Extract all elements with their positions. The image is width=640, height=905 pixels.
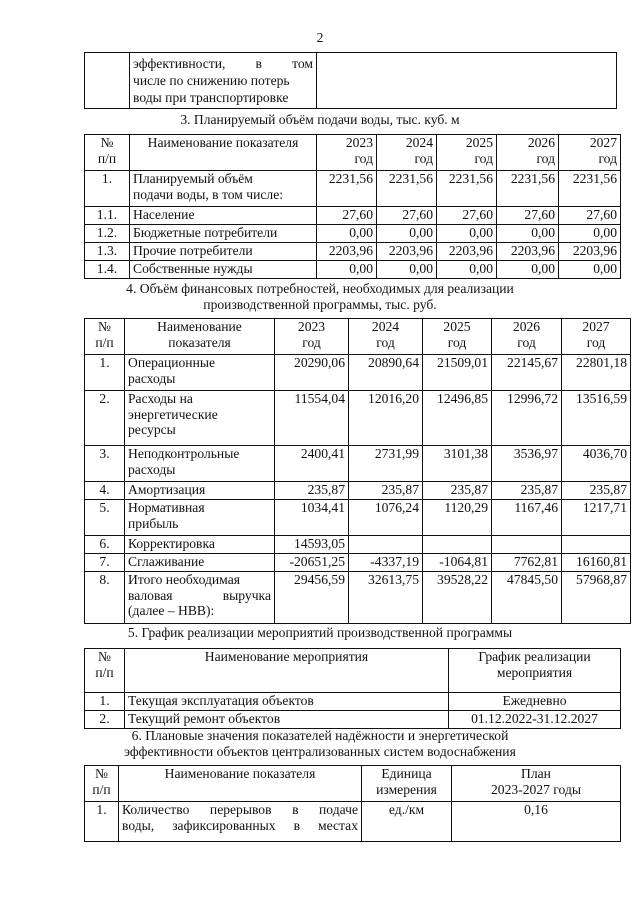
row-number: 7. — [85, 554, 125, 572]
value-cell: 27,60 — [559, 207, 621, 225]
year-header: 2025 — [465, 135, 493, 150]
row-number: 1. — [85, 693, 125, 711]
plan-cell: 0,16 — [452, 802, 621, 842]
table-row — [85, 225, 621, 243]
value-cell: 1120,29 — [423, 500, 492, 536]
value-cell: -20651,25 — [275, 554, 349, 572]
section6-table — [84, 765, 621, 842]
unit-header: измерения — [376, 781, 437, 797]
table-row — [85, 572, 631, 624]
value-cell: 0,00 — [559, 261, 621, 279]
row-name: Бюджетные потребители — [130, 225, 317, 243]
value-cell: 27,60 — [497, 207, 559, 225]
row-number: 1.4. — [85, 261, 130, 279]
value-cell: 0,00 — [377, 225, 437, 243]
year-header: 2026 — [527, 135, 555, 150]
value-cell: 7762,81 — [492, 554, 562, 572]
value-cell: 20290,06 — [275, 355, 349, 391]
section3-table — [84, 134, 621, 279]
row-name: Неподконтрольные — [128, 446, 240, 461]
value-cell: 0,00 — [317, 261, 377, 279]
value-cell: 235,87 — [349, 482, 423, 500]
name-header: показателя — [168, 334, 231, 350]
value-cell: 2231,56 — [377, 171, 437, 207]
year-suffix: год — [474, 150, 493, 166]
year-suffix: год — [354, 150, 373, 166]
value-cell: 29456,59 — [275, 572, 349, 624]
row-name: Расходы на — [128, 391, 193, 406]
row-name: воды, зафиксированных в местах — [122, 817, 358, 833]
value-cell: 1167,46 — [492, 500, 562, 536]
value-cell: 12496,85 — [423, 391, 492, 446]
value-cell: 0,00 — [437, 261, 497, 279]
year-header: 2024 — [371, 319, 400, 334]
year-header: 2023 — [297, 319, 326, 334]
table-row — [85, 243, 621, 261]
row-name: Амортизация — [125, 482, 275, 500]
value-cell: 1034,41 — [275, 500, 349, 536]
value-cell: 2231,56 — [317, 171, 377, 207]
table-row — [85, 261, 621, 279]
value-cell: 27,60 — [317, 207, 377, 225]
value-cell: 0,00 — [497, 225, 559, 243]
section4-title-line: производственной программы, тыс. руб. — [203, 297, 437, 312]
value-cell: 2400,41 — [275, 446, 349, 482]
value-cell: 235,87 — [492, 482, 562, 500]
value-cell: 0,00 — [497, 261, 559, 279]
section5-table — [84, 648, 621, 729]
row-name: Итого необходимая — [128, 572, 240, 587]
value-cell: 47845,50 — [492, 572, 562, 624]
row-number: 3. — [85, 446, 125, 482]
value-cell: 0,00 — [317, 225, 377, 243]
table-row — [85, 693, 621, 711]
section6-title-line: эффективности объектов централизованных систем водоснабжения — [124, 744, 516, 759]
row-name: Население — [130, 207, 317, 225]
row-name: Текущий ремонт объектов — [125, 711, 449, 729]
year-suffix: год — [414, 150, 433, 166]
table-row — [85, 554, 631, 572]
year-header: 2023 — [345, 135, 373, 150]
value-cell: 27,60 — [377, 207, 437, 225]
schedule-header: График реализации — [478, 649, 591, 664]
year-suffix: год — [447, 334, 467, 350]
value-cell: 39528,22 — [423, 572, 492, 624]
row-name: энергетические — [128, 406, 218, 422]
fragment-line: воды при транспортировке — [133, 90, 289, 105]
value-cell: 12996,72 — [492, 391, 562, 446]
year-suffix: год — [586, 334, 606, 350]
row-name: (далее – НВВ): — [128, 603, 215, 618]
value-cell: 22145,67 — [492, 355, 562, 391]
row-name: прибыль — [128, 515, 179, 531]
row-number: 1.2. — [85, 225, 130, 243]
value-cell: 4036,70 — [562, 446, 631, 482]
row-name: расходы — [128, 370, 176, 386]
value-cell: 1076,24 — [349, 500, 423, 536]
num-header: № — [98, 319, 111, 334]
section4-table — [84, 318, 631, 624]
value-cell: 3101,38 — [423, 446, 492, 482]
value-cell — [562, 536, 631, 554]
section6-title-line: 6. Плановые значения показателей надёжности и энергетической — [131, 728, 509, 743]
plan-header: План — [521, 766, 551, 781]
section4-title-line: 4. Объём финансовых потребностей, необходимых для реализации — [126, 281, 514, 296]
value-cell — [492, 536, 562, 554]
table-row — [85, 446, 631, 482]
value-cell: 2731,99 — [349, 446, 423, 482]
value-cell: 2231,56 — [497, 171, 559, 207]
num-header: № — [95, 766, 108, 781]
row-name: валовая выручка — [128, 587, 271, 603]
num-header: № — [100, 135, 114, 150]
row-number: 1.1. — [85, 207, 130, 225]
row-number: 8. — [85, 572, 125, 624]
value-cell: -1064,81 — [423, 554, 492, 572]
value-cell: 22801,18 — [562, 355, 631, 391]
row-number: 1. — [85, 171, 130, 207]
year-suffix: год — [536, 150, 555, 166]
row-name: ресурсы — [128, 422, 176, 437]
unit-header: Единица — [381, 766, 432, 781]
value-cell: 20890,64 — [349, 355, 423, 391]
table-row — [85, 207, 621, 225]
year-header: 2025 — [443, 319, 471, 334]
value-cell: 12016,20 — [349, 391, 423, 446]
name-header: Наименование — [157, 319, 242, 334]
num-header: п/п — [95, 334, 114, 350]
row-number: 6. — [85, 536, 125, 554]
name-header: Наименование показателя — [130, 135, 317, 171]
num-header: № — [98, 649, 111, 664]
empty-cell — [85, 53, 130, 109]
row-number: 5. — [85, 500, 125, 536]
year-header: 2027 — [589, 135, 617, 150]
year-header: 2026 — [512, 319, 541, 334]
fragment-line: эффективности, в том — [133, 56, 313, 71]
table-row — [85, 391, 631, 446]
table-row — [85, 500, 631, 536]
value-cell: 3536,97 — [492, 446, 562, 482]
row-name: Операционные — [128, 355, 216, 370]
value-cell: 13516,59 — [562, 391, 631, 446]
unit-cell: ед./км — [362, 802, 452, 842]
num-header: п/п — [97, 150, 117, 166]
year-suffix: год — [517, 334, 536, 350]
value-cell: 1217,71 — [562, 500, 631, 536]
row-name: подачи воды, в том числе: — [133, 186, 284, 202]
value-cell: 235,87 — [275, 482, 349, 500]
row-number: 1. — [85, 355, 125, 391]
row-name: Текущая эксплуатация объектов — [125, 693, 449, 711]
schedule-cell: 01.12.2022-31.12.2027 — [449, 711, 621, 729]
year-header: 2024 — [405, 135, 433, 150]
row-name: Корректировка — [125, 536, 275, 554]
value-cell — [349, 536, 423, 554]
section4-title — [40, 281, 600, 313]
value-cell: 2203,96 — [437, 243, 497, 261]
row-name: Количество перерывов в подаче — [122, 802, 358, 817]
fragment-line: числе по снижению потерь — [133, 73, 290, 88]
schedule-header: мероприятия — [496, 664, 573, 680]
value-cell: 16160,81 — [562, 554, 631, 572]
value-cell: 57968,87 — [562, 572, 631, 624]
year-suffix: год — [302, 334, 321, 350]
section6-title — [40, 728, 600, 760]
plan-header: 2023-2027 годы — [491, 781, 581, 797]
schedule-cell: Ежедневно — [449, 693, 621, 711]
row-name: Нормативная — [128, 500, 205, 515]
row-number: 4. — [85, 482, 125, 500]
name-header: Наименование мероприятия — [125, 649, 449, 693]
row-number: 2. — [85, 391, 125, 446]
row-name: расходы — [128, 461, 176, 477]
value-cell: 2203,96 — [377, 243, 437, 261]
row-number: 2. — [85, 711, 125, 729]
value-cell — [423, 536, 492, 554]
year-suffix: год — [598, 150, 617, 166]
section5-title: 5. График реализации мероприятий производственной программы — [127, 625, 513, 640]
value-cell: -4337,19 — [349, 554, 423, 572]
value-cell: 2203,96 — [317, 243, 377, 261]
value-cell: 21509,01 — [423, 355, 492, 391]
value-cell: 2203,96 — [497, 243, 559, 261]
row-name: Собственные нужды — [130, 261, 317, 279]
table-row — [85, 171, 621, 207]
row-number: 1.3. — [85, 243, 130, 261]
value-cell: 32613,75 — [349, 572, 423, 624]
year-header: 2027 — [582, 319, 610, 334]
row-number: 1. — [85, 802, 119, 842]
table-row — [85, 711, 621, 729]
num-header: п/п — [92, 781, 111, 797]
num-header: п/п — [95, 664, 114, 680]
table-row — [85, 536, 631, 554]
value-cell: 14593,05 — [275, 536, 349, 554]
page-number: 2 — [316, 30, 324, 45]
row-name: Прочие потребители — [130, 243, 317, 261]
table-row — [85, 802, 621, 842]
value-cell: 0,00 — [437, 225, 497, 243]
value-cell: 2231,56 — [559, 171, 621, 207]
value-cell: 235,87 — [423, 482, 492, 500]
value-cell: 2203,96 — [559, 243, 621, 261]
value-cell: 2231,56 — [437, 171, 497, 207]
table-row — [85, 482, 631, 500]
top-fragment-table — [84, 52, 617, 109]
value-cell: 235,87 — [562, 482, 631, 500]
year-suffix: год — [376, 334, 395, 350]
value-cell: 27,60 — [437, 207, 497, 225]
value-cell: 0,00 — [559, 225, 621, 243]
table-row — [85, 355, 631, 391]
name-header: Наименование показателя — [119, 766, 362, 802]
section3-title: 3. Планируемый объём подачи воды, тыс. куб. м — [180, 112, 460, 127]
row-name: Планируемый объём — [133, 171, 253, 186]
row-name: Сглаживание — [125, 554, 275, 572]
value-cell: 0,00 — [377, 261, 437, 279]
empty-cell — [317, 53, 617, 109]
value-cell: 11554,04 — [275, 391, 349, 446]
